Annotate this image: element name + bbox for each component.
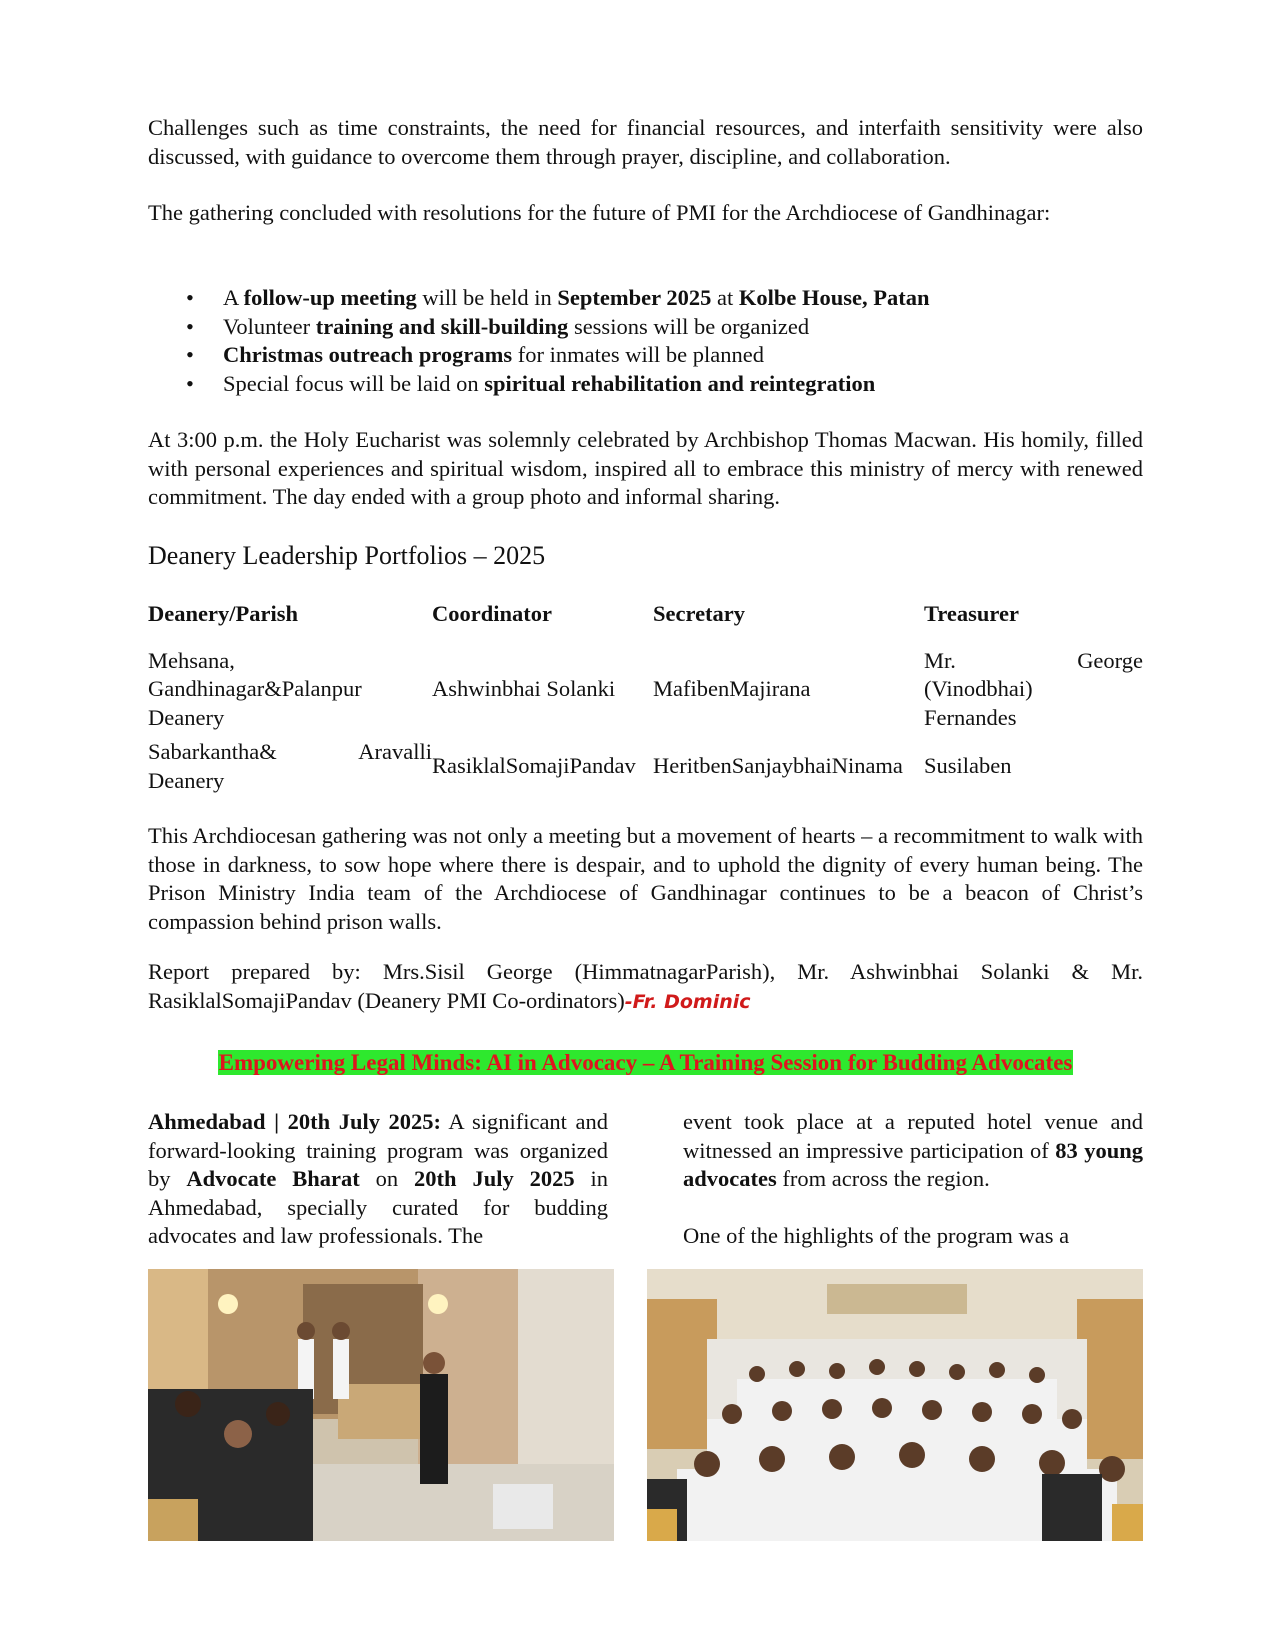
- section-title: Deanery Leadership Portfolios – 2025: [148, 541, 546, 570]
- header-treasurer: Treasurer: [924, 601, 1019, 626]
- cell-deanery: Sabarkantha& Aravalli Deanery: [148, 739, 432, 793]
- header-secretary: Secretary: [653, 601, 746, 626]
- list-item: • Volunteer training and skill-building sessions will be organized: [223, 313, 1143, 342]
- training-session-photo: [148, 1269, 614, 1541]
- list-item: • A follow-up meeting will be held in September 2025 at Kolbe House, Patan: [223, 284, 1143, 313]
- article-highlight: One of the highlights of the program was a: [683, 1223, 1070, 1248]
- list-item: • Christmas outreach programs for inmates will be planned: [223, 341, 1143, 370]
- article-text-continued: event took place at a reputed hotel venue and witnessed an impressive participation of 83 young advocates from across the region.: [683, 1109, 1143, 1191]
- table-row: [148, 647, 1143, 739]
- cell-coordinator: Ashwinbhai Solanki: [432, 676, 616, 701]
- cell-secretary: MafibenMajirana: [653, 676, 811, 701]
- header-deanery: Deanery/Parish: [148, 601, 298, 626]
- paragraph-resolutions-intro: The gathering concluded with resolutions for the future of PMI for the Archdiocese of Gandhinagar:: [148, 200, 1051, 225]
- paragraph-challenges: Challenges such as time constraints, the need for financial resources, and interfaith sensitivity were also discussed, with guidance to overcome them through prayer, discipline, and collaboration.: [148, 115, 1143, 169]
- article-column-right: [683, 1108, 1143, 1251]
- paragraph-movement: This Archdiocesan gathering was not only a meeting but a movement of hearts – a recommitment to walk with those in darkness, to sow hope where there is despair, and to uphold the dignity of every human being. The Prison Ministry India team of the Archdiocese of Gandhinagar continues to be a beacon of Christ’s compassion behind prison walls.: [148, 823, 1143, 934]
- signature: -Fr. Dominic: [624, 990, 751, 1013]
- table-row: [148, 738, 1143, 801]
- paragraph-eucharist: At 3:00 p.m. the Holy Eucharist was solemnly celebrated by Archbishop Thomas Macwan. His homily, filled with personal experiences and spiritual wisdom, inspired all to embrace this ministry of mercy with renewed commitment. The day ended with a group photo and informal sharing.: [148, 427, 1143, 509]
- header-coordinator: Coordinator: [432, 601, 552, 626]
- list-item: • Special focus will be laid on spiritual rehabilitation and reintegration: [223, 370, 1143, 399]
- article-text: Ahmedabad | 20th July 2025: A significant and forward-looking training program was organized by Advocate Bharat on 20th July 2025 in Ahmedabad, specially curated for budding advocates and law professionals. The: [148, 1109, 608, 1248]
- resolutions-list: [148, 284, 1143, 398]
- audience-photo: [647, 1269, 1143, 1541]
- article-column-left: [148, 1108, 608, 1251]
- cell-deanery: Mehsana, Gandhinagar&Palanpur Deanery: [148, 647, 362, 730]
- cell-secretary: HeritbenSanjaybhaiNinama: [653, 753, 903, 779]
- leadership-table: [148, 600, 1143, 801]
- cell-coordinator: RasiklalSomajiPandav: [432, 753, 636, 779]
- article-headline: Empowering Legal Minds: AI in Advocacy – A Training Session for Budding Advocates: [218, 1050, 1073, 1075]
- paragraph-report: Report prepared by: Mrs.Sisil George (HimmatnagarParish), Mr. Ashwinbhai Solanki & Mr. RasiklalSomajiPandav (Deanery PMI Co-ordinators)-Fr. Dominic: [148, 959, 1143, 1013]
- cell-treasurer: Mr. George (Vinodbhai) Fernandes: [924, 647, 1143, 730]
- cell-treasurer: Susilaben: [924, 753, 1012, 779]
- table-header-row: [148, 600, 1143, 647]
